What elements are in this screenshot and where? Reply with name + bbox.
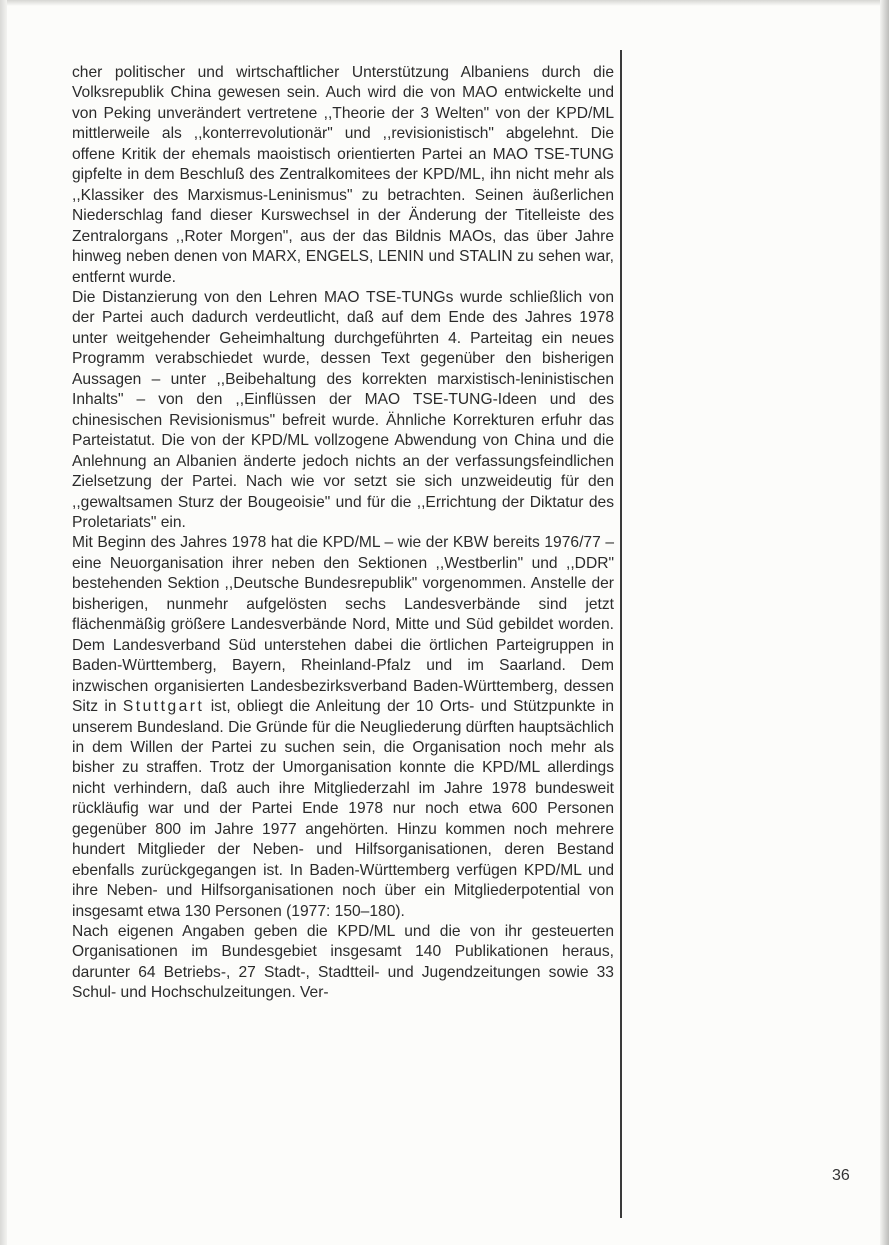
scan-top-edge [0,0,889,6]
paragraph-2: Die Distanzierung von den Lehren MAO TSE-TUNGs wurde schließlich von der Partei auch dadurch verdeutlicht, daß auf dem Ende des Jahres 1978 unter weitgehender Geheimhaltung durchgeführten 4. Parteitag ein neues Programm verabschiedet wurde, dessen Text gegenüber den bisherigen Aussagen – unter ,,Beibehaltung des korrekten marxistisch-leninistischen Inhalts" – von den ,,Einflüssen der MAO TSE-TUNG-Ideen und des chinesischen Revisionismus" befreit wurde. Ähnliche Korrekturen erfuhr das Parteistatut. Die von der KPD/ML vollzogene Abwendung von China und die Anlehnung an Albanien änderte jedoch nichts an der verfassungsfeindlichen Zielsetzung der Partei. Nach wie vor setzt sie sich unzweideutig für den ,,gewaltsamen Sturz der Bougeoisie" und für die ,,Errichtung der Diktatur des Proletariats" ein. [72,288,614,531]
paragraph-3 [72,533,614,922]
scan-right-edge [880,0,889,1245]
paragraph-4: Nach eigenen Angaben geben die KPD/ML und die von ihr gesteuerten Organisationen im Bundesgebiet insgesamt 140 Publikationen heraus, darunter 64 Betriebs-, 27 Stadt-, Stadtteil- und Jugendzeitungen sowie 33 Schul- und Hochschulzeitungen. Ver- [72,923,614,1002]
page-number: 36 [832,1167,850,1184]
paragraph-3-text-before: Mit Beginn des Jahres 1978 hat die KPD/ML – wie der KBW bereits 1976/77 – eine Neuorganisation ihrer neben den Sektionen ,,Westberlin" und ,,DDR" bestehenden Sektion ,,Deutsche Bundesrepublik" vorgenommen. Anstelle der bisherigen, nunmehr aufgelösten sechs Landesverbände sind jetzt flächenmäßig größere Landesverbände Nord, Mitte und Süd gebildet worden. Dem Landesverband Süd unterstehen dabei die örtlichen Parteigruppen in Baden-Württemberg, Bayern, Rheinland-Pfalz und im Saarland. Dem inzwischen organisierten Landesbezirksverband Baden-Württemberg, dessen Sitz in [72,534,614,716]
text-column [72,63,614,1004]
city-emphasis: Stuttgart [122,698,205,716]
paragraph-3-text-after: ist, obliegt die Anleitung der 10 Orts- und Stützpunkte in unserem Bundesland. Die Gründe für die Neugliederung dürften hauptsächlich in dem Willen der Partei zu suchen sein, die Organisation noch mehr als bisher zu straffen. Trotz der Umorganisation konnte die KPD/ML allerdings nicht verhindern, daß auch ihre Mitgliederzahl im Jahre 1978 bundesweit rückläufig war und der Partei Ende 1978 nur noch etwa 600 Personen gegenüber 800 im Jahre 1977 angehörten. Hinzu kommen noch mehrere hundert Mitglieder der Neben- und Hilfsorganisationen, deren Bestand ebenfalls zurückgegangen ist. In Baden-Württemberg verfügen KPD/ML und ihre Neben- und Hilfsorganisationen noch über ein Mitgliederpotential von insgesamt etwa 130 Personen (1977: 150–180). [72,698,614,920]
paragraph-1: cher politischer und wirtschaftlicher Unterstützung Albaniens durch die Volksrepublik China gewesen sein. Auch wird die von MAO entwickelte und von Peking unverändert vertretene ,,Theorie der 3 Welten" von der KPD/ML mittlerweile als ,,konterrevolutionär" und ,,revisionistisch" abgelehnt. Die offene Kritik der ehemals maoistisch orientierten Partei an MAO TSE-TUNG gipfelte in dem Beschluß des Zentralkomitees der KPD/ML, ihn nicht mehr als ,,Klassiker des Marxismus-Leninismus" zu betrachten. Seinen äußerlichen Niederschlag fand dieser Kurswechsel in der Änderung der Titelleiste des Zentralorgans ,,Roter Morgen", aus der das Bildnis MAOs, das über Jahre hinweg neben denen von MARX, ENGELS, LENIN und STALIN zu sehen war, entfernt wurde. [72,64,614,286]
column-rule [620,50,622,1218]
scan-left-edge [0,0,7,1245]
